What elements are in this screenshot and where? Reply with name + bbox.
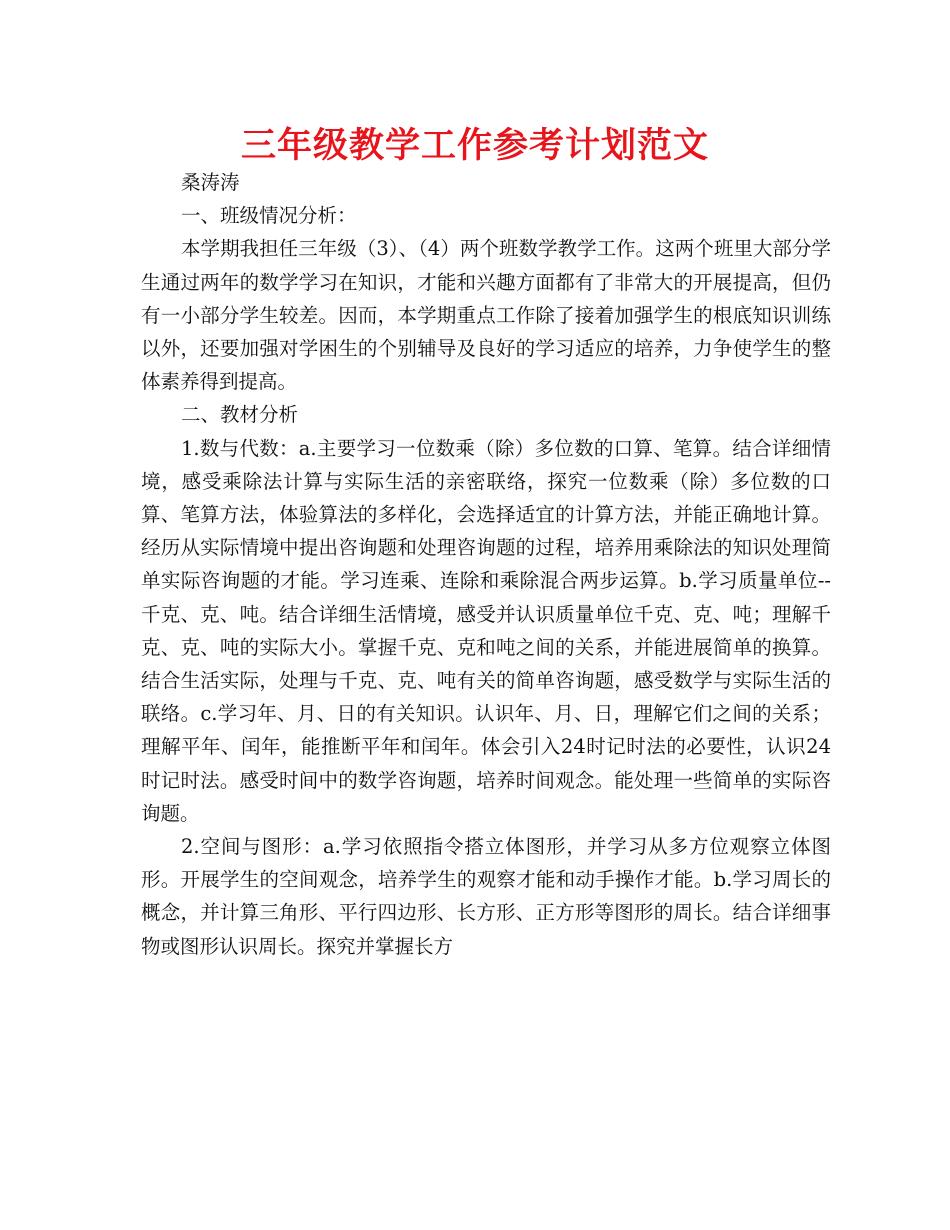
paragraph-space-and-shapes: 2.空间与图形：a.学习依照指令搭立体图形，并学习从多方位观察立体图形。开展学生的空间观念，培养学生的观察才能和动手操作才能。b.学习周长的概念，并计算三角形、平行四边形、长方形、正方形等图形的周长。结合详细事物或图形认识周长。探究并掌握长方 — [141, 835, 831, 958]
document-body — [141, 166, 831, 963]
section-heading-textbook-analysis: 二、教材分析 — [181, 403, 299, 427]
section-heading-class-analysis: 一、班级情况分析： — [181, 204, 357, 228]
author-line: 桑涛涛 — [181, 171, 240, 194]
paragraph-class-analysis: 本学期我担任三年级（3）、（4）两个班数学教学工作。这两个班里大部分学生通过两年的数学学习在知识，才能和兴趣方面都有了非常大的开展提高，但仍有一小部分学生较差。因而，本学期重点工作除了接着加强学生的根底知识训练以外，还要加强对学困生的个别辅导及良好的学习适应的培养，力争使学生的整体素养得到提高。 — [141, 237, 831, 394]
paragraph-numbers-and-algebra: 1.数与代数：a.主要学习一位数乘（除）多位数的口算、笔算。结合详细情境，感受乘除法计算与实际生活的亲密联络，探究一位数乘（除）多位数的口算、笔算方法，体验算法的多样化，会选择适宜的计算方法，并能正确地计算。经历从实际情境中提出咨询题和处理咨询题的过程，培养用乘除法的知识处理简单实际咨询题的才能。学习连乘、连除和乘除混合两步运算。b.学习质量单位--千克、克、吨。结合详细生活情境，感受并认识质量单位千克、克、吨；理解千克、克、吨的实际大小。掌握千克、克和吨之间的关系，并能进展简单的换算。结合生活实际，处理与千克、克、吨有关的简单咨询题，感受数学与实际生活的联络。c.学习年、月、日的有关知识。认识年、月、日，理解它们之间的关系；理解平年、闰年，能推断平年和闰年。体会引入24时记时法的必要性，认识24时记时法。感受时间中的数学咨询题，培养时间观念。能处理一些简单的实际咨询题。 — [141, 436, 831, 825]
document-title: 三年级教学工作参考计划范文 — [240, 126, 709, 166]
